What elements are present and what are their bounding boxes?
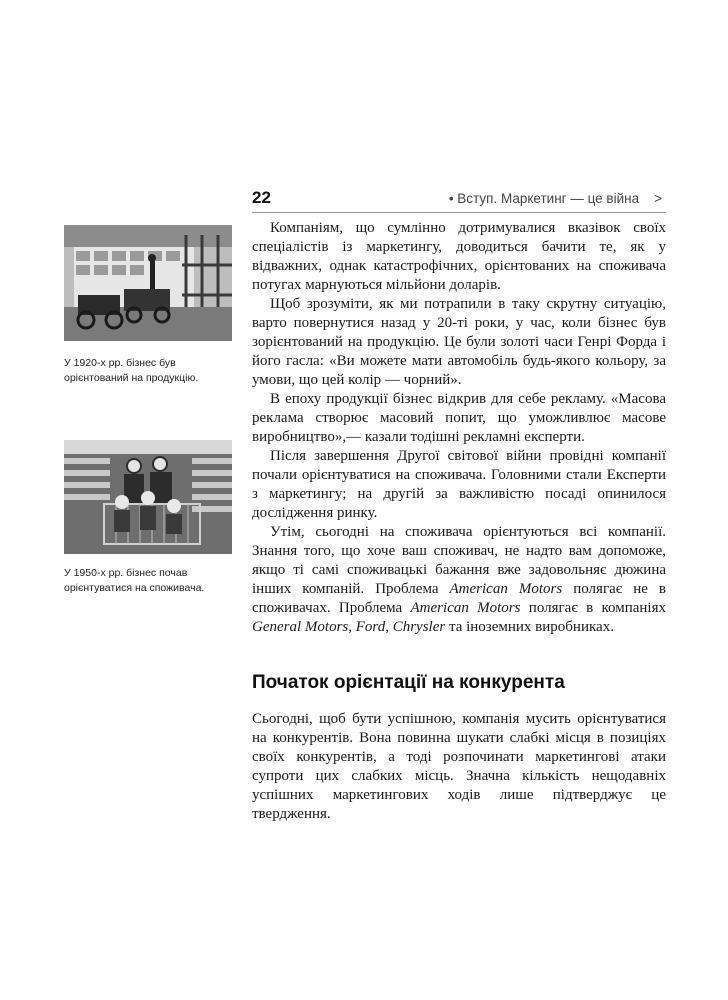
figure-caption-1: У 1920-х рр. бізнес був орієнтований на продукцію.: [64, 357, 199, 384]
text-run: та іноземних виробниках.: [445, 619, 614, 635]
paragraph-1: Компаніям, що сумлінно дотримувалися вказівок своїх спеціалістів із маркетингу, доводиться бачити те, як у відважних, однак катастрофічних, орієнтованих на споживача потугах марнуються мільйони доларів.: [252, 220, 666, 293]
company-name: Chrysler: [392, 619, 446, 635]
text-run: ,: [348, 619, 356, 635]
header-rule: [252, 212, 666, 213]
figure-caption-2: У 1950-х рр. бізнес почав орієнтуватися на споживача.: [64, 567, 205, 594]
family-supermarket-photo: [64, 440, 232, 554]
section-text: [252, 710, 666, 824]
page-header: [252, 186, 666, 210]
company-name: American Motors: [410, 600, 521, 616]
text-run: полягає не в споживачах. Проблема: [252, 581, 667, 616]
company-name: American Motors: [449, 581, 563, 597]
main-text: [252, 219, 666, 637]
paragraph-2: Щоб зрозуміти, як ми потрапили в таку скрутну ситуацію, варто повернутися назад у 20-ті роки, у час, коли бізнес був зорієнтований на продукцію. Це були золоті часи Генрі Форда і його гасла: «Ви можете мати автомобіль будь-якого кольору, за умови, що цей колір — чорний».: [252, 296, 666, 388]
page-number: 22: [252, 188, 271, 207]
section-paragraph-1: Сьогодні, щоб бути успішною, компанія мусить орієнтуватися на конкурентів. Вона повинна шукати слабкі місця в позиціях своїх конкурентів, а тоді розпочинати маркетингові атаки супроти цих слабких місць. Значна кількість нещодавніх успішних маркетингових ходів лише підтверджує це твердження.: [252, 711, 666, 822]
running-head: [449, 191, 666, 206]
paragraph-3: В епоху продукції бізнес відкрив для себе рекламу. «Масова реклама створює масовий попит, що уможливлює масове виробництво»,— казали тодішні рекламні експерти.: [252, 391, 666, 445]
paragraph-5: [252, 523, 666, 637]
text-run: полягає в компаніях: [520, 600, 666, 616]
paragraph-4: Після завершення Другої світової війни провідні компанії почали орієнтуватися на споживача. Головними стали Експерти з маркетингу; на другій за важливістю посаді опинилося дослідження ринку.: [252, 448, 666, 521]
section-heading: Початок орієнтації на конкурента: [252, 672, 565, 693]
company-name: General Motors: [252, 619, 349, 635]
company-name: Ford: [355, 619, 386, 635]
text-run: Утім, сьогодні на споживача орієнтуються всі компанії. Знання того, що хоче ваш споживач, не надто вам допоможе, якщо ті самі споживацькі бажання вже задовольняє дюжина інших компаній. Проблема: [252, 524, 666, 597]
factory-photo: [64, 225, 232, 341]
family-supermarket-photo-graphic: [64, 440, 232, 554]
chevron-right-icon: >: [654, 190, 662, 206]
running-head-title: • Вступ. Маркетинг — це війна: [448, 190, 640, 206]
factory-photo-graphic: [64, 225, 232, 341]
text-run: ,: [385, 619, 393, 635]
